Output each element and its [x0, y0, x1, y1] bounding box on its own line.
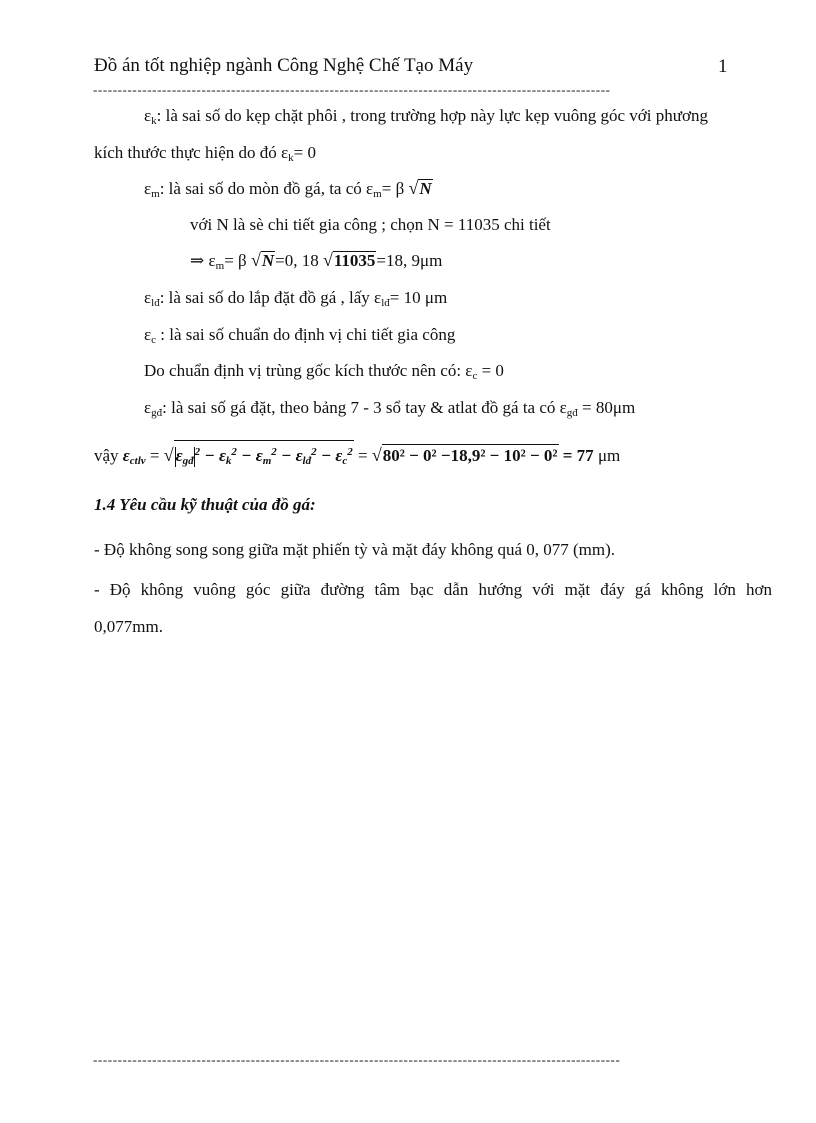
- eps-c-text: : là sai số chuẩn do định vị chi tiết gia công: [156, 325, 456, 344]
- eps-m-eq: = β: [381, 179, 405, 198]
- eps-m-text: : là sai số do mòn đồ gá, ta có ε: [159, 179, 374, 198]
- calc-eq: = β: [224, 251, 247, 270]
- eps-k-value: = 0: [293, 143, 316, 162]
- header-rule: ---------------------------------------------------------------------------------------------------------: [93, 82, 611, 97]
- calc-n: 11035: [333, 251, 376, 270]
- eps-k-text: : là sai số do kẹp chặt phôi , trong trường hợp này lực kẹp vuông góc với phương: [156, 106, 708, 125]
- document-header-title: Đồ án tốt nghiệp ngành Công Nghệ Chế Tạo Máy: [94, 55, 474, 76]
- eps-ld-value: = 10 μm: [389, 288, 448, 307]
- eps-c-line: $\varepsilon_c$ : là sai số chuẩn do định vị chi tiết gia công: [144, 325, 456, 346]
- eps-m-line: $\varepsilon_m$: là sai số do mòn đồ gá, ta có $\varepsilon_m= \beta$ √N: [144, 178, 432, 200]
- calc-mid: =0, 18: [275, 251, 319, 270]
- eps-gd-value: = 80μm: [577, 398, 636, 417]
- eps-gd-text: : là sai số gá đặt, theo bảng 7 - 3 sổ tay & atlat đồ gá ta có ε: [162, 398, 567, 417]
- calc-result: =18, 9μm: [376, 251, 443, 270]
- eps-ld-text: : là sai số do lắp đặt đồ gá , lấy ε: [159, 288, 382, 307]
- section-heading: 1.4 Yêu cầu kỹ thuật của đồ gá:: [94, 495, 316, 514]
- coincide-value: = 0: [477, 361, 504, 380]
- vay-text: vậy: [94, 446, 123, 465]
- eps-ld-line: $\varepsilon_{lđ}$: là sai số do lắp đặt đồ gá , lấy $\varepsilon_{lđ}= 10$ μm: [144, 288, 448, 309]
- eps-gd-line: $\varepsilon_{gđ}$: là sai số gá đặt, theo bảng 7 - 3 sổ tay & atlat đồ gá ta có $\varepsilon_{gđ} = 80\mu m$: [144, 398, 636, 419]
- formula-unit: μm: [597, 446, 621, 465]
- coincide-line: Do chuẩn định vị trùng gốc kích thước nên có: $\varepsilon_c = 0$: [144, 361, 504, 382]
- formula-numeric: 80² − 0² −18,9² − 10² − 0²: [382, 446, 558, 465]
- total-error-formula: vậy $\varepsilon_{ctlv}$ = √ $\varepsilon_{gđ}^2 - \varepsilon_k^2 - \varepsilon_m^2 - \varepsilon_{lđ}^2 - \varepsilon_c^2 = √80^2 - 0^2 -18,9^2 - 10^2 - 0^2 = 77$ μm: [94, 440, 620, 472]
- coincide-text: Do chuẩn định vị trùng gốc kích thước nên có: ε: [144, 361, 473, 380]
- formula-result: = 77: [558, 446, 594, 465]
- requirement-item-2-line1: - Độ không vuông góc giữa đường tâm bạc dẫn hướng với mặt đáy gá không lớn hơn: [94, 580, 772, 599]
- requirement-item-1: - Độ không song song giữa mặt phiến tỳ và mặt đáy không quá 0, 077 (mm).: [94, 540, 616, 559]
- requirement-item-2-line2: 0,077mm.: [94, 617, 163, 636]
- footer-rule: -----------------------------------------------------------------------------------------------------------: [93, 1052, 621, 1067]
- eps-k-line2-text: kích thước thực hiện do đó ε: [94, 143, 289, 162]
- eps-k-line2: kích thước thực hiện do đó $\varepsilon_k= 0$: [94, 143, 316, 164]
- calc-prefix: ⇒ ε: [190, 251, 216, 270]
- eps-m-calc: ⇒ $\varepsilon_m= \beta$ √N=0, 18 √11035=18, 9μm: [190, 250, 443, 272]
- eps-k-line1: $\varepsilon_k$: là sai số do kẹp chặt phôi , trong trường hợp này lực kẹp vuông góc với phương: [144, 106, 708, 127]
- n-line: với N là sè chi tiết gia công ; chọn N = 11035 chi tiết: [190, 215, 551, 234]
- page-number: 1: [718, 56, 728, 77]
